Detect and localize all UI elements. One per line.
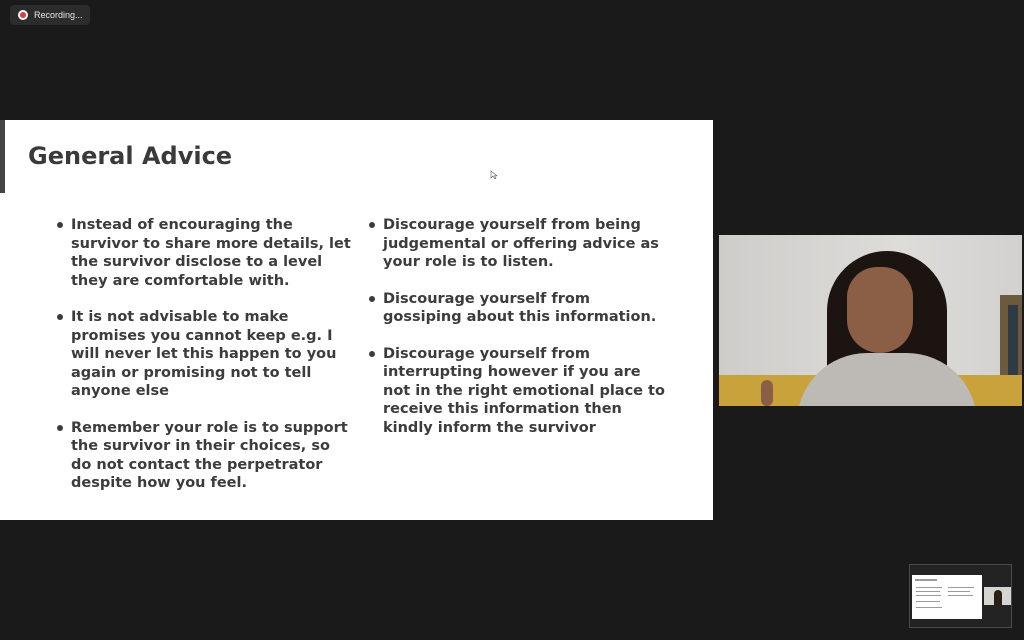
bullet-dot-icon: [57, 314, 63, 320]
thumbnail-camera-preview: [984, 587, 1011, 605]
bullet-item: Instead of encouraging the survivor to share more details, let the survivor disclose to a level they are comfortable with.: [55, 216, 355, 290]
bullet-dot-icon: [369, 222, 375, 228]
title-accent-bar: [0, 120, 5, 193]
thumbnail-slide-preview: [912, 575, 982, 619]
thumbnail-participant: [994, 590, 1002, 605]
slide-title: General Advice: [28, 142, 233, 170]
bullet-dot-icon: [57, 425, 63, 431]
thumbnail-line: [916, 601, 940, 602]
mouse-cursor-icon: [490, 170, 498, 180]
right-bullet-list: [367, 216, 667, 455]
recording-label: Recording...: [34, 10, 83, 20]
shared-screen-slide: [0, 120, 713, 520]
thumbnail-line: [916, 591, 940, 592]
record-icon: [18, 10, 28, 20]
bullet-item: It is not advisable to make promises you cannot keep e.g. I will never let this happen to you again or promising not to tell anyone else: [55, 308, 355, 401]
participant-hand: [761, 380, 773, 406]
bullet-dot-icon: [369, 296, 375, 302]
participant-face: [847, 267, 913, 353]
thumbnail-line: [916, 607, 942, 608]
thumbnail-line: [916, 587, 942, 588]
bullet-dot-icon: [369, 351, 375, 357]
bullet-dot-icon: [57, 222, 63, 228]
thumbnail-line: [948, 595, 973, 596]
thumbnail-line: [948, 587, 974, 588]
thumbnail-line: [916, 595, 941, 596]
left-bullet-list: [55, 216, 355, 511]
bullet-item: Discourage yourself from gossiping about this information.: [367, 290, 667, 327]
thumbnail-line: [948, 591, 970, 592]
bullet-item: Discourage yourself from being judgemental or offering advice as your role is to listen.: [367, 216, 667, 272]
recording-indicator: [10, 5, 90, 25]
bullet-item: Remember your role is to support the survivor in their choices, so do not contact the perpetrator despite how you feel.: [55, 419, 355, 493]
self-view-thumbnail[interactable]: [909, 564, 1012, 628]
thumbnail-line: [915, 579, 937, 581]
speaker-video-tile[interactable]: [719, 235, 1022, 406]
bullet-item: Discourage yourself from interrupting however if you are not in the right emotional place to receive this information then kindly inform the survivor: [367, 345, 667, 438]
video-shelf-object: [1008, 305, 1018, 385]
